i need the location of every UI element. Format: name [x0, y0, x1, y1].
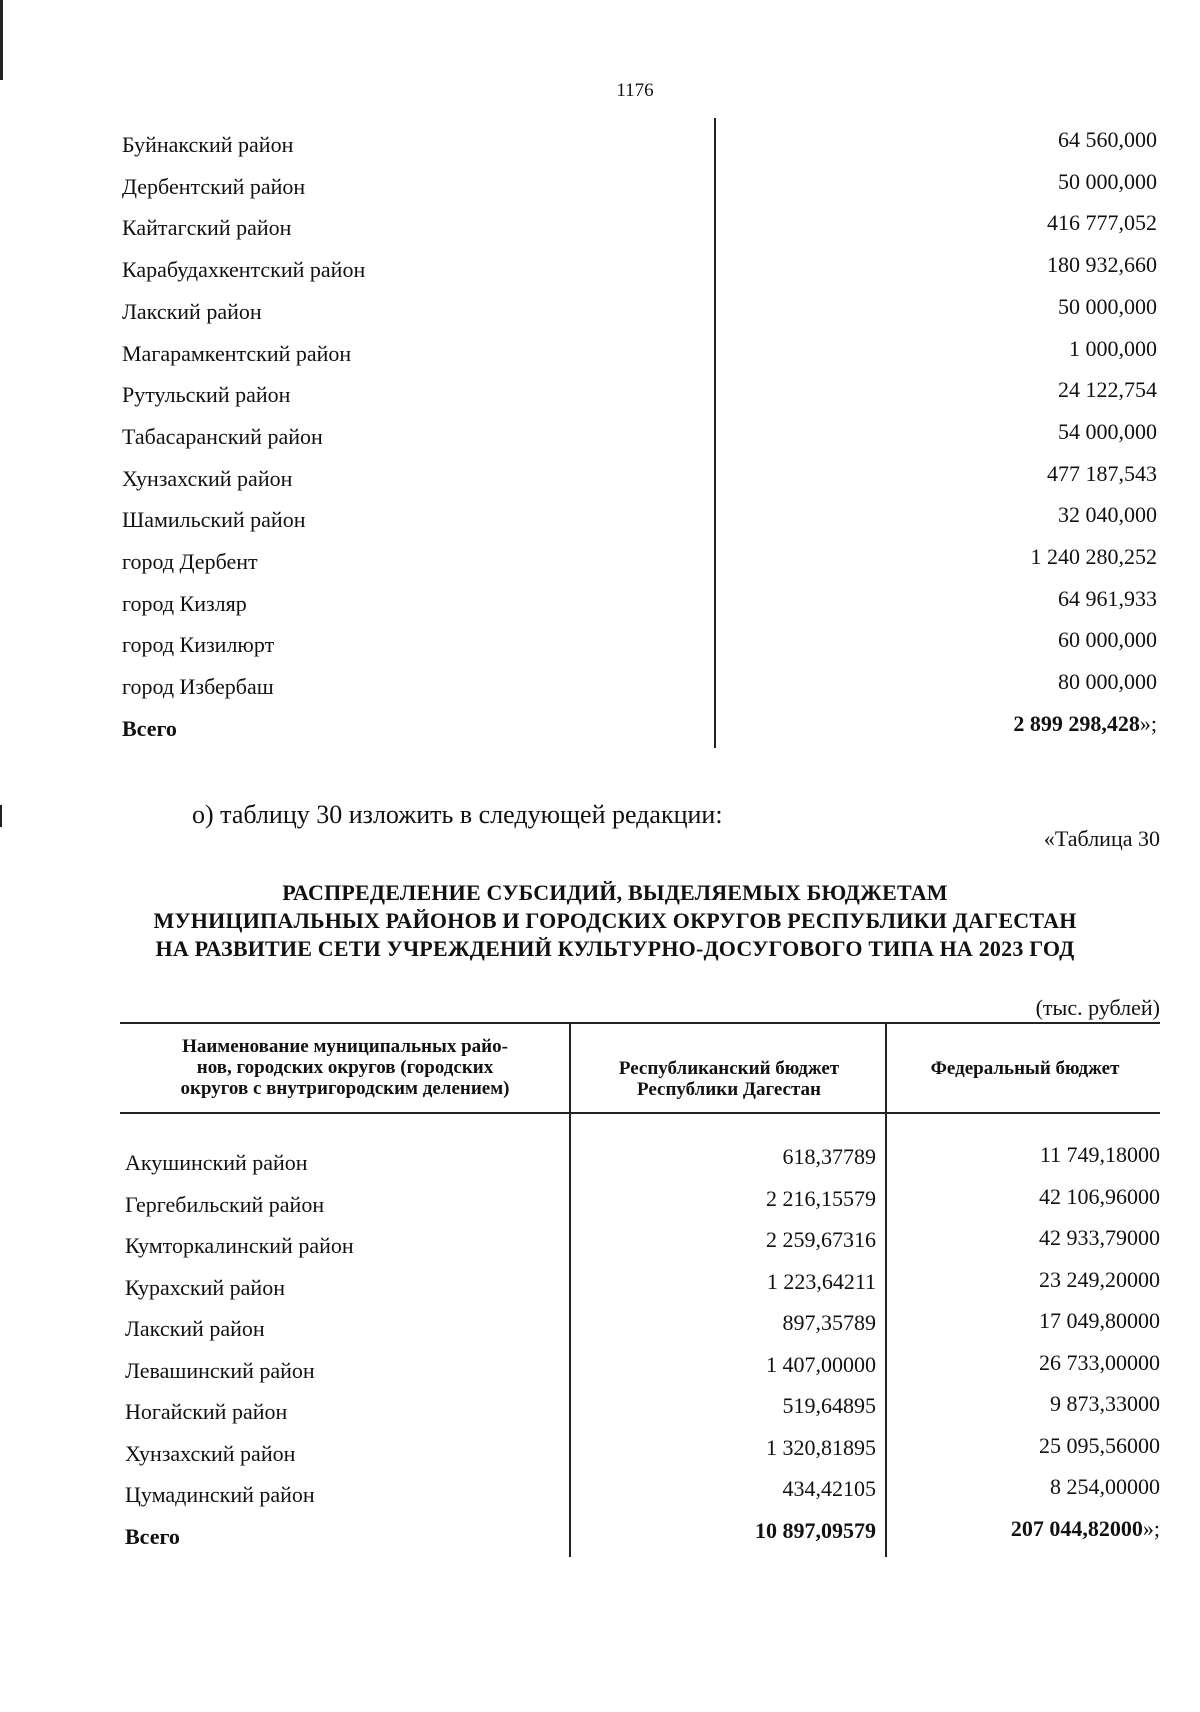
table2-row	[0, 1225, 1200, 1273]
table2-row-republic: 519,64895	[782, 1393, 876, 1418]
table2-row-federal: 17 049,80000	[1039, 1308, 1160, 1333]
table1-row-name: город Кизляр	[122, 590, 247, 616]
table2-row-republic: 2 259,67316	[766, 1227, 876, 1252]
header-republic-line-2: Республики Дагестан	[637, 1079, 821, 1100]
table1-row-name: Табасаранский район	[122, 423, 323, 449]
table2-row-republic: 1 223,64211	[766, 1268, 876, 1294]
table1-row-value: 54 000,000	[1058, 418, 1157, 444]
page-number: 1176	[616, 80, 654, 101]
table1-row-value: 50 000,000	[1058, 168, 1157, 194]
table2-row	[0, 1308, 1200, 1356]
header-name-line-2: нов, городских округов (городских	[196, 1057, 494, 1078]
table1-total-value-wrap	[1013, 711, 1157, 737]
table2-row-name: Гергебильский район	[125, 1191, 325, 1217]
table2-row-republic: 1 320,81895	[766, 1434, 876, 1460]
table1-total-row	[0, 710, 1200, 754]
table2-row	[0, 1183, 1200, 1232]
table2-total-republic: 10 897,09579	[755, 1517, 876, 1543]
table1-row-name: Кайтагский район	[122, 215, 292, 241]
table1-row	[0, 127, 1200, 170]
table1-row	[0, 168, 1200, 212]
table1-row-value: 24 122,754	[1058, 377, 1157, 403]
title-line-3: НА РАЗВИТИЕ СЕТИ УЧРЕЖДЕНИЙ КУЛЬТУРНО-ДОСУГОВОГО ТИПА НА 2023 ГОД	[155, 936, 1075, 961]
table2-header-name	[124, 1036, 566, 1099]
table2-header-bottom-border	[120, 1112, 1160, 1114]
table1-row-name: Хунзахский район	[122, 465, 293, 491]
table2-row-federal: 42 106,96000	[1039, 1183, 1160, 1209]
table2-row-name: Курахский район	[125, 1274, 285, 1300]
table2-row-name: Хунзахский район	[125, 1440, 296, 1466]
page-edge-tick	[0, 805, 2, 827]
table2-total-federal: 207 044,82000	[1010, 1515, 1143, 1541]
table2-row-federal: 42 933,79000	[1039, 1225, 1160, 1250]
table1-row	[0, 544, 1200, 587]
table2-row-republic: 1 407,00000	[766, 1351, 876, 1377]
table1-row-value: 64 560,000	[1058, 127, 1157, 152]
table1-row-name: Рутульский район	[122, 382, 291, 408]
table1-row	[0, 585, 1200, 629]
table1-row	[0, 210, 1200, 253]
table1-row-name: Магарамкентский район	[122, 340, 352, 366]
table1-row-name: Шамильский район	[122, 507, 306, 533]
table2-total-row	[0, 1515, 1200, 1564]
table2-row-federal: 25 095,56000	[1039, 1432, 1160, 1458]
table2-row-name: Кумторкалинский район	[125, 1233, 354, 1258]
units-label: (тыс. рублей)	[1035, 995, 1160, 1020]
table1-row	[0, 293, 1200, 337]
table2-row-federal: 11 749,18000	[1039, 1142, 1160, 1167]
table1-row-value: 477 187,543	[1047, 460, 1157, 486]
table2-top-border	[120, 1022, 1160, 1024]
table1-row-value: 32 040,000	[1058, 502, 1157, 528]
header-name-line-1: Наименование муниципальных райо-	[182, 1036, 508, 1057]
table1-row	[0, 335, 1200, 379]
table2-row	[0, 1432, 1200, 1481]
table2-row-name: Левашинский район	[125, 1357, 315, 1383]
table1-row	[0, 377, 1200, 420]
table1-row	[0, 460, 1200, 504]
table1-row-value: 60 000,000	[1058, 627, 1157, 653]
table2-row-name: Акушинский район	[125, 1150, 308, 1175]
table2-row-name: Цумадинский район	[125, 1482, 315, 1507]
table2-row-federal: 26 733,00000	[1039, 1349, 1160, 1375]
table2-header-federal: Федеральный бюджет	[930, 1058, 1120, 1079]
table1-row-name: Дербентский район	[122, 173, 306, 199]
table-label: «Таблица 30	[1043, 826, 1160, 851]
table1-row-name: Карабудахкентский район	[122, 257, 366, 283]
table2-row	[0, 1142, 1200, 1190]
table2-row-republic: 618,37789	[782, 1144, 876, 1169]
table1-total-suffix: »;	[1139, 710, 1157, 736]
table1-row-name: город Избербаш	[122, 674, 274, 700]
table1-total-value: 2 899 298,428	[1013, 710, 1140, 736]
table2-total-federal-wrap	[1011, 1516, 1160, 1542]
table2-row	[0, 1391, 1200, 1439]
title-line-2: МУНИЦИПАЛЬНЫХ РАЙОНОВ И ГОРОДСКИХ ОКРУГОВ РЕСПУБЛИКИ ДАГЕСТАН	[153, 908, 1077, 933]
table1-row-value: 1 000,000	[1069, 335, 1157, 361]
table1-row-name: Лакский район	[122, 298, 262, 324]
table1-total-label: Всего	[122, 715, 177, 741]
table2-row-republic: 897,35789	[782, 1310, 876, 1335]
table2-row-republic: 2 216,15579	[766, 1185, 876, 1211]
table2-row	[0, 1266, 1200, 1315]
table2-total-suffix: »;	[1142, 1515, 1160, 1541]
table1-row-name: город Кизилюрт	[122, 632, 275, 658]
table1-row-value: 50 000,000	[1058, 293, 1157, 319]
table2-row-republic: 434,42105	[782, 1476, 876, 1501]
table2-row-federal: 8 254,00000	[1050, 1474, 1160, 1499]
table1-row-value: 64 961,933	[1058, 585, 1157, 611]
table1-row-value: 416 777,052	[1047, 210, 1157, 236]
table2-row-federal: 23 249,20000	[1039, 1266, 1160, 1292]
table1-row	[0, 252, 1200, 295]
table1-row-name: город Дербент	[122, 549, 258, 574]
table2-row-name: Ногайский район	[125, 1399, 288, 1424]
table2-row-federal: 9 873,33000	[1050, 1391, 1160, 1416]
table1-row-value: 180 932,660	[1047, 252, 1157, 278]
page-edge-mark	[0, 0, 3, 80]
table1-row	[0, 669, 1200, 712]
table2-row	[0, 1349, 1200, 1398]
header-name-line-3: округов с внутригородским делением)	[180, 1078, 510, 1099]
header-republic-line-1: Республиканский бюджет	[618, 1058, 840, 1079]
title-line-1: РАСПРЕДЕЛЕНИЕ СУБСИДИЙ, ВЫДЕЛЯЕМЫХ БЮДЖЕТАМ	[282, 880, 948, 905]
table2-row-name: Лакский район	[125, 1316, 265, 1341]
table1-row	[0, 502, 1200, 545]
table1-row	[0, 627, 1200, 670]
table1-row-value: 1 240 280,252	[1030, 544, 1157, 569]
table2-header-republic	[575, 1058, 883, 1100]
table1-row-value: 80 000,000	[1058, 669, 1157, 695]
table2-total-label: Всего	[125, 1523, 180, 1549]
instruction-text: о) таблицу 30 изложить в следующей редакции:	[192, 800, 723, 829]
table1-row	[0, 418, 1200, 462]
table1-row-name: Буйнакский район	[122, 132, 294, 157]
